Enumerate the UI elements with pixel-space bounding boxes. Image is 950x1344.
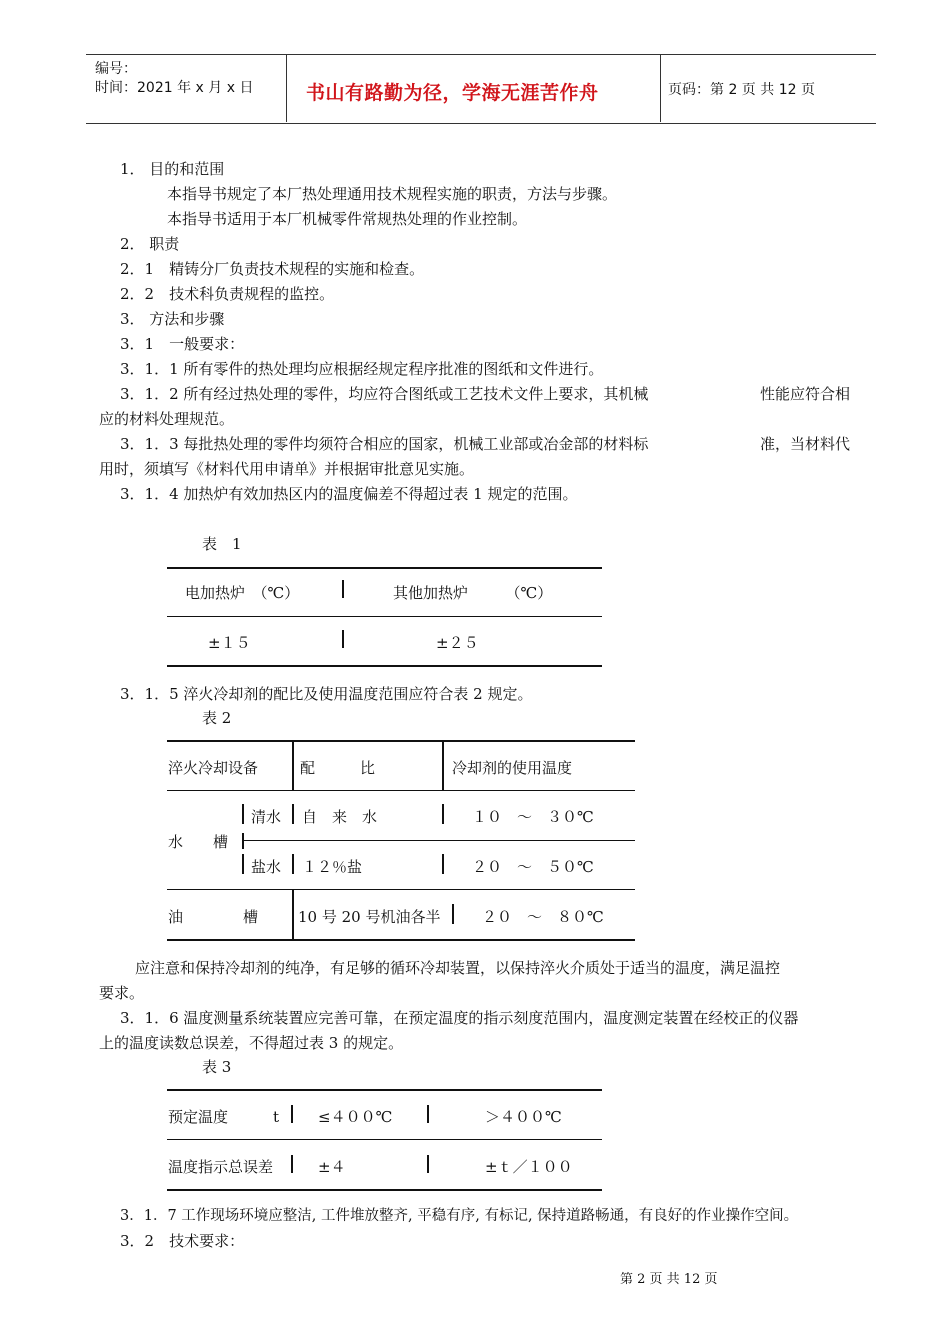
section-3-1-3-a: 3．1．3 每批热处理的零件均须符合相应的国家，机械工业部或冶金部的材料标 xyxy=(120,435,649,453)
table-1-header-electric: 电加热炉 （℃） xyxy=(185,584,300,602)
header-page-label: 页码：第 2 页 共 12 页 xyxy=(668,82,815,98)
table-3-error-high: ±ｔ／１００ xyxy=(485,1158,573,1176)
section-3-1-6-a: 3．1．6 温度测量系统装置应完善可靠，在预定温度的指示刻度范围内，温度测定装置在经校正的仪器 xyxy=(120,1009,799,1027)
table-3-error-low: ±４ xyxy=(318,1158,346,1176)
header-divider-right xyxy=(660,54,661,122)
table-2-row-clear-water-label: 清水 xyxy=(251,808,282,826)
section-3-1-6-b: 上的温度读数总误差，不得超过表 3 的规定。 xyxy=(99,1034,404,1052)
section-3-1-3-b: 准，当材料代 xyxy=(760,435,851,453)
section-3-1-4: 3．1．4 加热炉有效加热区内的温度偏差不得超过表 1 规定的范围。 xyxy=(120,485,578,503)
section-1-para-2: 本指导书适用于本厂机械零件常规热处理的作业控制。 xyxy=(167,210,528,228)
table-2-header-ratio: 配 比 xyxy=(300,759,376,777)
table-2-row-clear-water-temp: １０ ～ ３０℃ xyxy=(472,808,594,826)
section-3-1-1: 3．1．1 所有零件的热处理均应根据经规定程序批准的图纸和文件进行。 xyxy=(120,360,604,378)
table-3-preset-temp-low: ≤４００℃ xyxy=(318,1108,393,1126)
section-3-1-3-c: 用时，须填写《材料代用申请单》并根据审批意见实施。 xyxy=(99,460,475,478)
section-3-1-2-c: 应的材料处理规范。 xyxy=(99,410,235,428)
table-3-caption: 表 3 xyxy=(202,1058,232,1076)
table-2-row-clear-water-ratio: 自 来 水 xyxy=(302,808,378,826)
section-3-1-2-a: 3．1．2 所有经过热处理的零件，均应符合图纸或工艺技术文件上要求，其机械 xyxy=(120,385,649,403)
section-3-1: 3．1 一般要求： xyxy=(120,335,245,353)
section-3-1-5: 3．1．5 淬火冷却剂的配比及使用温度范围应符合表 2 规定。 xyxy=(120,685,533,703)
coolant-note-b: 要求。 xyxy=(99,984,145,1002)
header-number-label: 编号： xyxy=(95,61,137,77)
table-2-row-salt-water-label: 盐水 xyxy=(251,858,282,876)
table-2-oil-tank-ratio: 10 号 20 号机油各半 xyxy=(298,908,441,926)
section-1-title: 1． 目的和范围 xyxy=(120,160,225,178)
page-footer: 第 2 页 共 12 页 xyxy=(620,1272,718,1287)
table-2-caption: 表 2 xyxy=(202,709,232,727)
table-3-error-label: 温度指示总误差 xyxy=(168,1158,274,1176)
table-2-row-salt-water-ratio: １２％盐 xyxy=(302,858,363,876)
section-2-title: 2． 职责 xyxy=(120,235,180,253)
section-3-title: 3． 方法和步骤 xyxy=(120,310,225,328)
section-2-1: 2．1 精铸分厂负责技术规程的实施和检查。 xyxy=(120,260,425,278)
table-2-header-temperature: 冷却剂的使用温度 xyxy=(452,759,573,777)
header-divider-left xyxy=(286,54,287,122)
table-3-preset-temp-high: ＞４００℃ xyxy=(485,1108,562,1126)
section-3-1-7: 3．1．7 工作现场环境应整洁, 工件堆放整齐, 平稳有序, 有标记, 保持道路畅通，有良好的作业操作空间。 xyxy=(120,1208,799,1224)
section-3-2: 3．2 技术要求： xyxy=(120,1232,245,1250)
table-2-water-tank-label: 水 槽 xyxy=(168,833,229,851)
table-2-oil-tank-label: 油 槽 xyxy=(168,908,259,926)
table-3-preset-temp-label: 预定温度 t xyxy=(168,1108,280,1126)
table-1-value-other: ±２５ xyxy=(436,634,479,652)
section-2-2: 2．2 技术科负责规程的监控。 xyxy=(120,285,335,303)
table-1-caption: 表 1 xyxy=(202,535,242,553)
table-1-value-electric: ±１５ xyxy=(208,634,251,652)
table-2-oil-tank-temp: ２０ ～ ８０℃ xyxy=(482,908,604,926)
table-2-header-equipment: 淬火冷却设备 xyxy=(168,759,259,777)
table-1-header-other: 其他加热炉 （℃） xyxy=(393,584,553,602)
coolant-note-a: 应注意和保持冷却剂的纯净，有足够的循环冷却装置，以保持淬火介质处于适当的温度，满足温控 xyxy=(135,959,781,977)
section-1-para-1: 本指导书规定了本厂热处理通用技术规程实施的职责，方法与步骤。 xyxy=(167,185,618,203)
section-3-1-2-b: 性能应符合相 xyxy=(760,385,851,403)
table-2-row-salt-water-temp: ２０ ～ ５０℃ xyxy=(472,858,594,876)
header-time-label: 时间：2021 年 x 月 x 日 xyxy=(95,80,254,96)
header-motto: 书山有路勤为径，学海无涯苦作舟 xyxy=(306,82,599,104)
